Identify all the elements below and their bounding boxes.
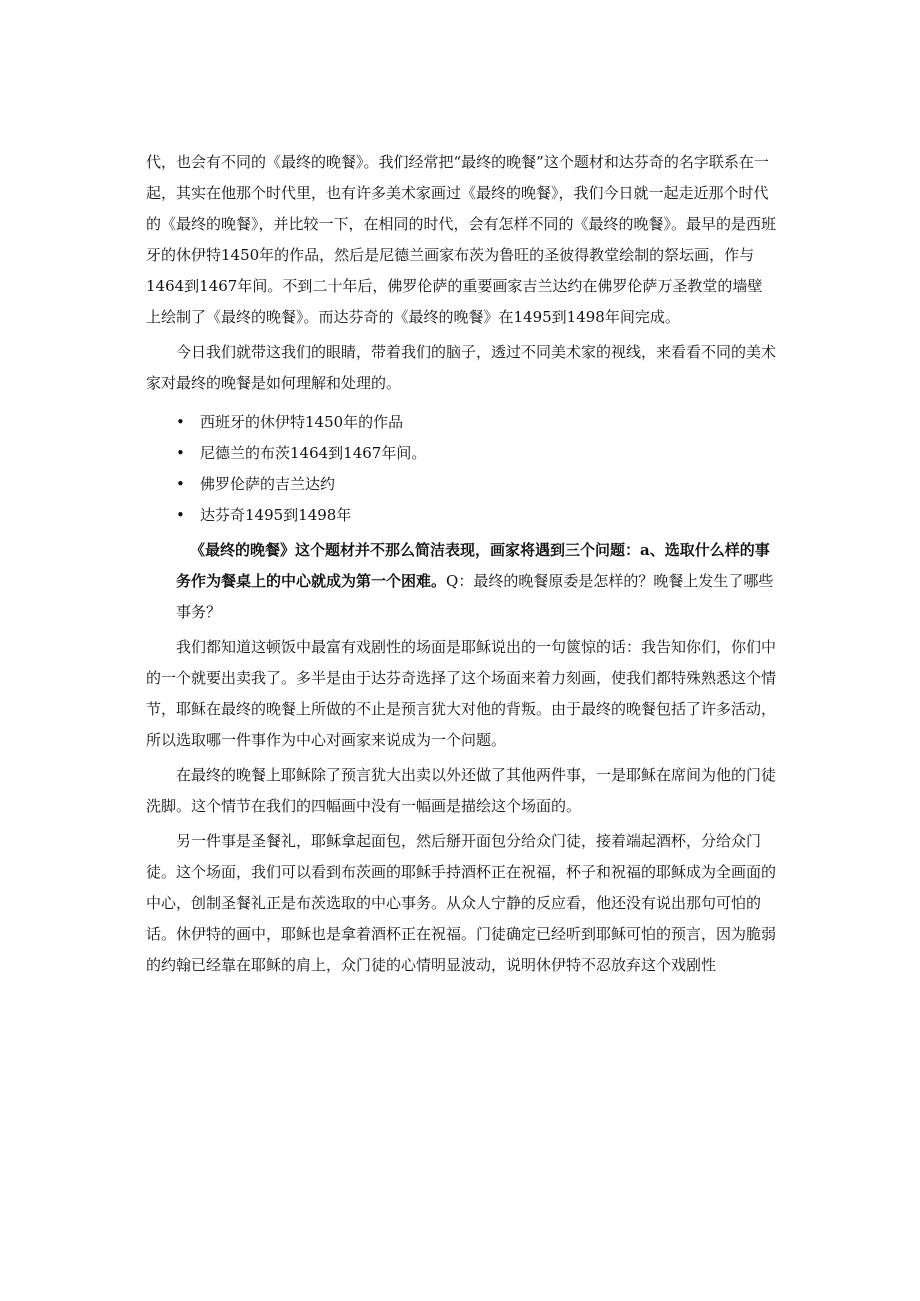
question-paragraph — [146, 535, 776, 628]
list-item: • 达芬奇1495到1498年 — [146, 500, 776, 531]
list-item: • 西班牙的休伊特1450年的作品 — [146, 407, 776, 438]
bullet-icon: • — [176, 413, 185, 431]
bullet-icon: • — [176, 475, 185, 493]
list-item: • 佛罗伦萨的吉兰达约 — [146, 469, 776, 500]
list-item: • 尼德兰的布茨1464到1467年间。 — [146, 438, 776, 469]
bullet-icon: • — [176, 444, 185, 462]
painter-list — [146, 407, 776, 531]
paragraph-eucharist: 另一件事是圣餐礼，耶稣拿起面包，然后掰开面包分给众门徒，接着端起酒杯，分给众门徒。这个场面，我们可以看到布茨画的耶稣手持酒杯正在祝福，杯子和祝福的耶稣成为全画面的中心，创制圣餐礼正是布茨选取的中心事务。从众人宁静的反应看，他还没有说出那句可怕的话。休伊特的画中，耶稣也是拿着酒杯正在祝福。门徒确定已经听到耶稣可怕的预言，因为脆弱的约翰已经靠在耶稣的肩上，众门徒的心情明显波动，说明休伊特不忍放弃这个戏剧性 — [146, 832, 777, 974]
question-text: Q：最终的晚餐原委是怎样的？晚餐上发生了哪些事务？ — [176, 572, 774, 621]
document-body — [146, 147, 776, 981]
paragraph-drama: 我们都知道这顿饭中最富有戏剧性的场面是耶稣说出的一句篋惊的话：我告知你们，你们中的一个就要出卖我了。多半是由于达芬奇选择了这个场面来着力刻画，使我们都特殊熟悉这个情节，耶稣在最终的晚餐上所做的不止是预言犹大对他的背叛。由于最终的晚餐包括了许多活动，所以选取哪一件事作为中心对画家来说成为一个问题。 — [146, 638, 777, 749]
paragraph-viewpoint: 今日我们就带这我们的眼睛，带着我们的脑子，透过不同美术家的视线，来看看不同的美术家对最终的晚餐是如何理解和处理的。 — [146, 343, 777, 392]
paragraph-footwashing: 在最终的晚餐上耶稣除了预言犹大出卖以外还做了其他两件事，一是耶稣在席间为他的门徒洗脚。这个情节在我们的四幅画中没有一幅画是描绘这个场面的。 — [146, 766, 777, 815]
bullet-icon: • — [176, 506, 185, 524]
question-bold-text: 《最终的晚餐》这个题材并不那么简洁表现，画家将遇到三个问题：a、选取什么样的事务作为餐桌上的中心就成为第一个困难。 — [176, 541, 770, 590]
intro-paragraph: 代，也会有不同的《最终的晚餐》。我们经常把“最终的晚餐”这个题材和达芬奇的名字联系在一起，其实在他那个时代里，也有许多美术家画过《最终的晚餐》，我们今日就一起走近那个时代的《最终的晚餐》，并比较一下，在相同的时代，会有怎样不同的《最终的晚餐》。最早的是西班牙的休伊特1450年的作品，然后是尼德兰画家布茨为鲁旺的圣彼得教堂绘制的祭坛画，作与1464到1467年间。不到二十年后，佛罗伦萨的重要画家吉兰达约在佛罗伦萨万圣教堂的墙壁上绘制了《最终的晚餐》。而达芬奇的《最终的晚餐》在1495到1498年间完成。 — [146, 153, 777, 326]
